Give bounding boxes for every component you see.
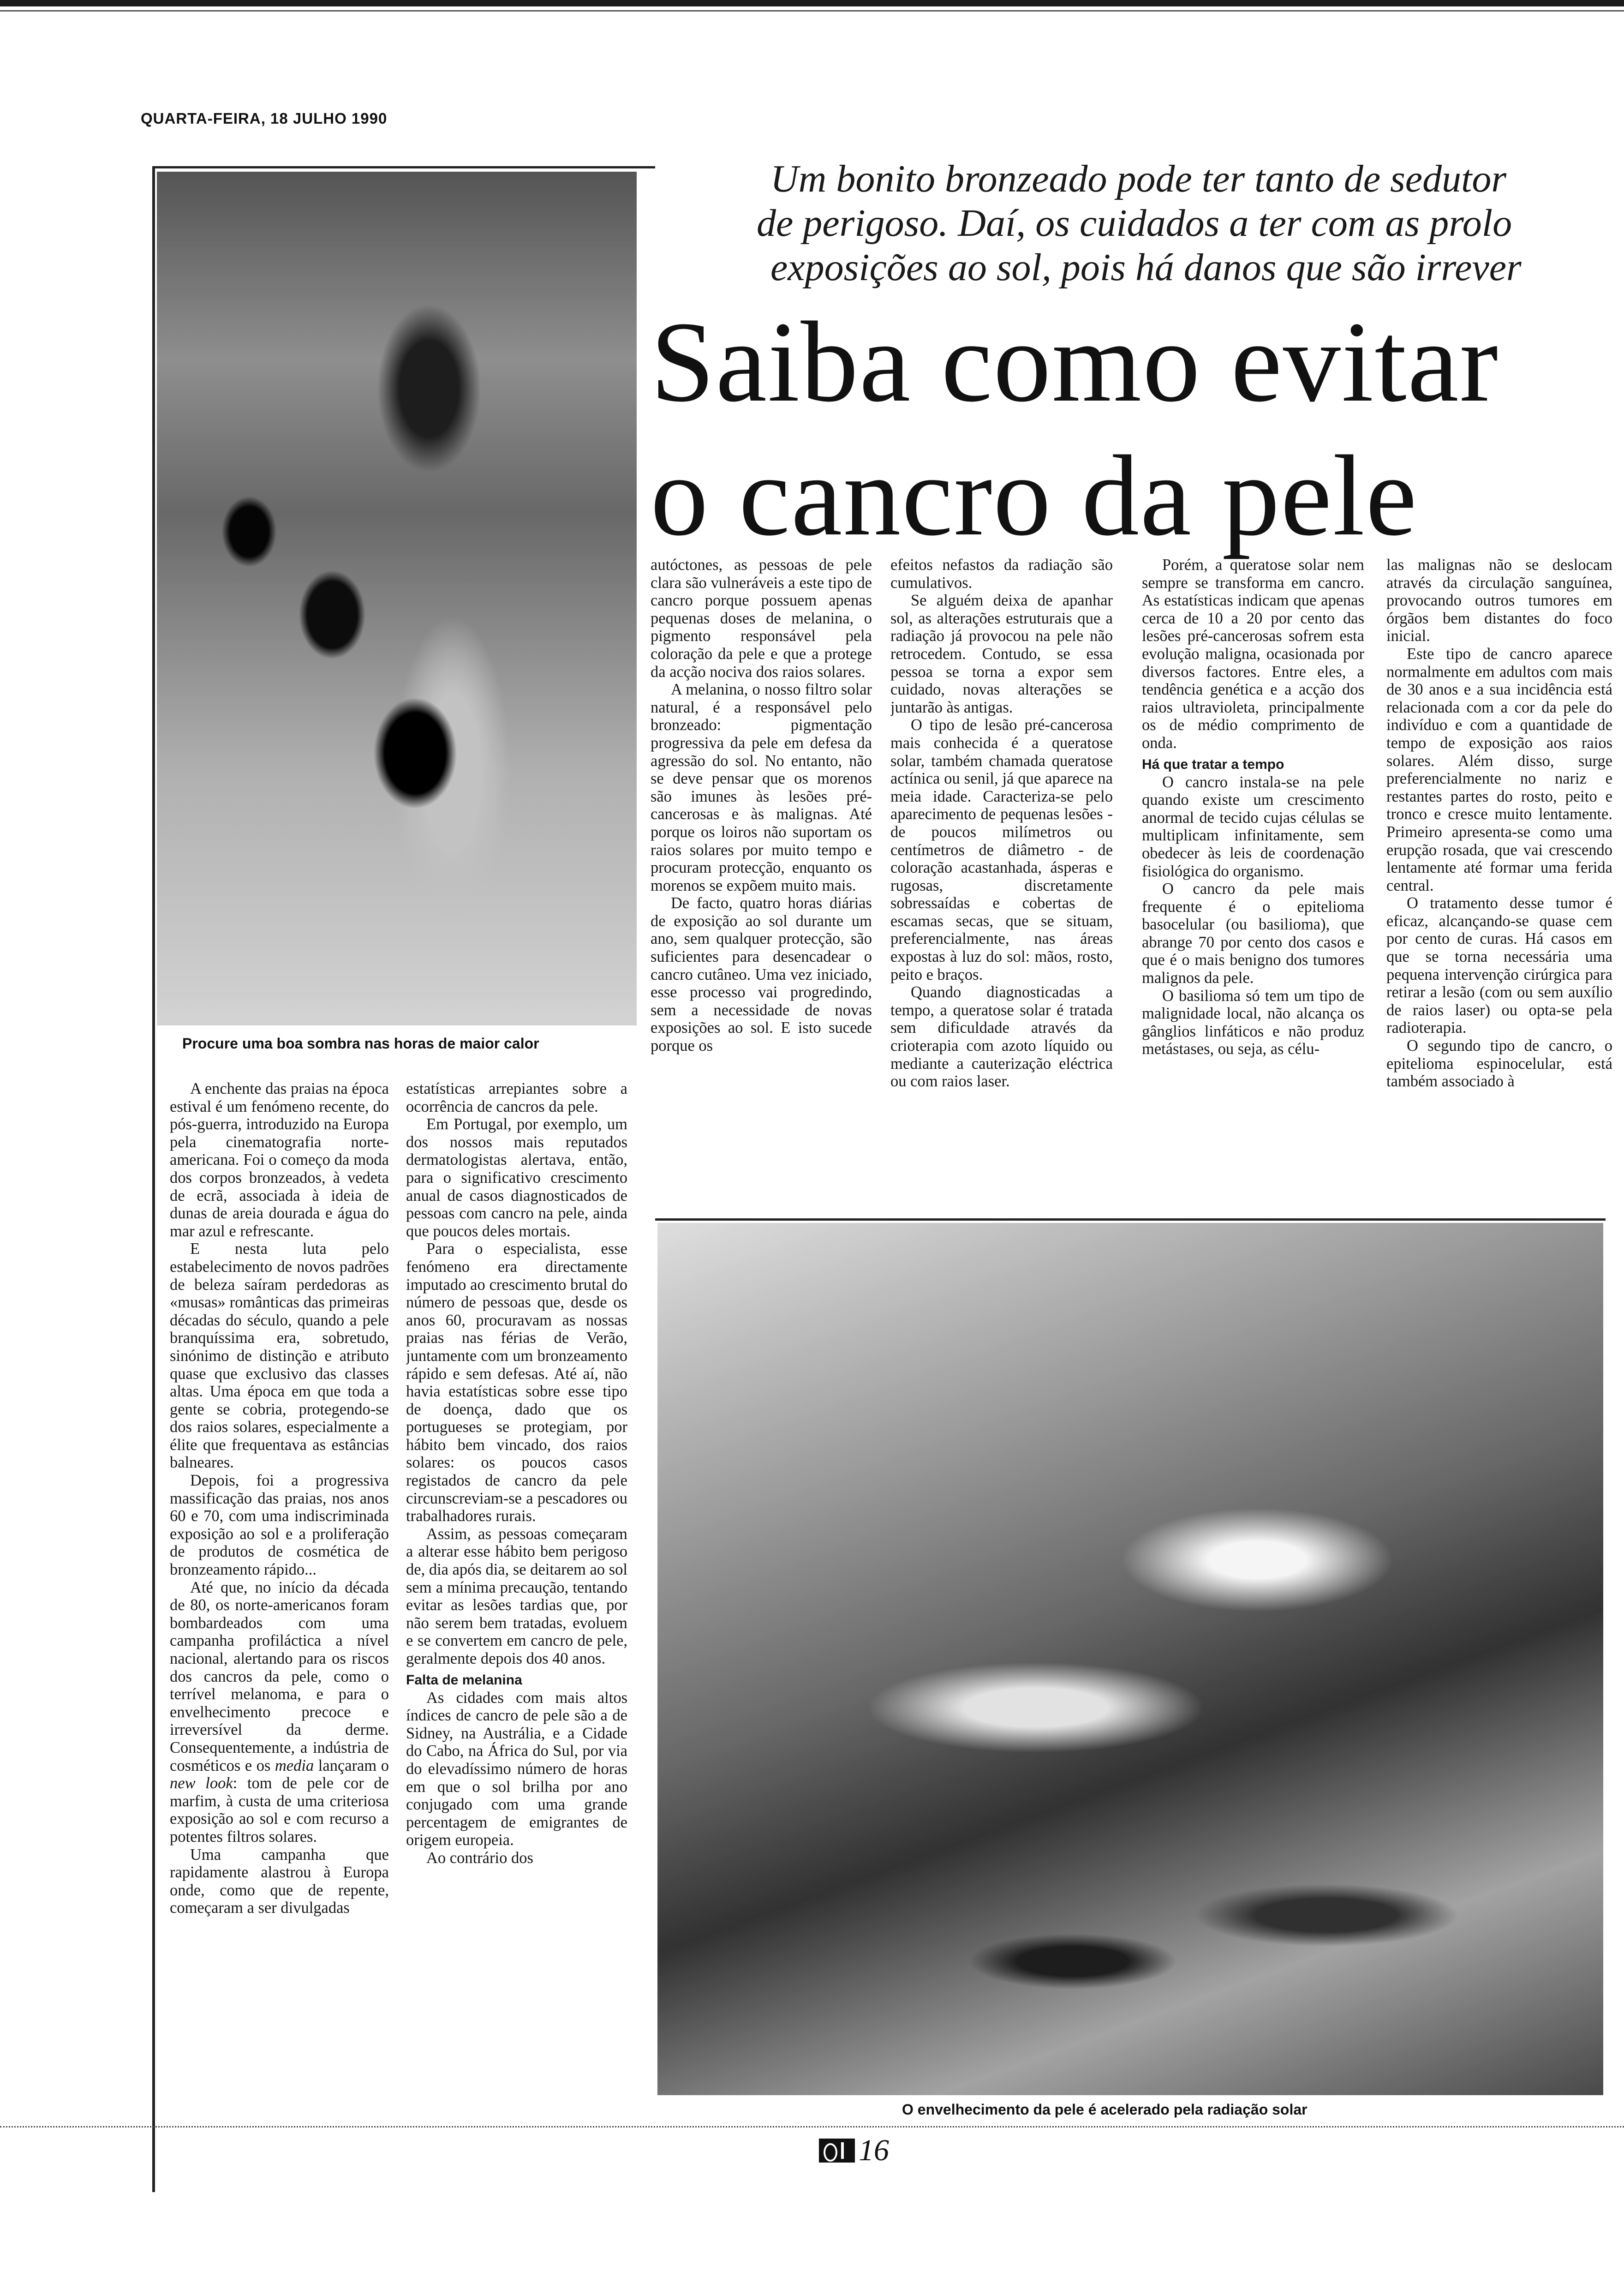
col5-paragraph: O cancro da pele mais frequente é o epitelioma basocelular (ou basilioma), que abrange 70 por cento dos casos e que é o mais benigno dos tumores malignos da pele. (1142, 880, 1364, 987)
col3-paragraph: De facto, quatro horas diárias de exposição ao sol durante um ano, sem qualquer protecção, são suficientes para desencadear o cancro cutâneo. Uma vez iniciado, esse processo vai progredindo, sem a necessidade de novas exposições ao sol. E isto sucede porque os (651, 894, 872, 1055)
col1-paragraph: A enchente das praias na época estival é um fenómeno recente, do pós-guerra, introduzido na Europa pela cinematografia norte-americana. Foi o começo da moda dos corpos bronzeados, à vedeta de ecrã, associada à ideia de dunas de areia dourada e água do mar azul e refrescante. (170, 1080, 389, 1240)
sunbathers-photo (657, 1223, 1603, 2095)
col1-paragraph: Depois, foi a progressiva massificação das praias, nos anos 60 e 70, com uma indiscriminada exposição ao sol e a proliferação de produtos de cosmética de bronzeamento rápido... (170, 1472, 389, 1579)
col1-paragraph: Uma campanha que rapidamente alastrou à Europa onde, como que de repente, começaram a ser divulgadas (170, 1846, 389, 1917)
col1-italic-newlook: new look (170, 1774, 233, 1792)
col2-paragraph: estatísticas arrepiantes sobre a ocorrência de cancros da pele. (406, 1080, 627, 1115)
col1-text: Até que, no início da década de 80, os norte-americanos foram bombardeados com uma campanha profiláctica a nível nacional, alertando para os riscos dos cancros da pele, como o terrível melanoma, e para o envelhecimento precoce e irreversível da derme. Consequentemente, a indústria de cosméticos e os (170, 1578, 389, 1774)
page-number (819, 2133, 889, 2168)
kicker-line-1: Um bonito bronzeado pode ter tanto de sedutor (770, 157, 1507, 200)
kicker-line-2: de perigoso. Daí, os cuidados a ter com as prolo (757, 202, 1512, 245)
col5-paragraph: O cancro instala-se na pele quando existe um crescimento anormal de tecido cujas células se multiplicam infinitamente, sem obedecer às leis de coordenação fisiológica do organismo. (1142, 773, 1364, 880)
photo2-caption: O envelhecimento da pele é acelerado pela radiação solar (902, 2101, 1308, 2118)
headline-line-1: Saiba como evitar (651, 298, 1499, 426)
article-column-5 (1142, 556, 1364, 1214)
article-kicker (747, 157, 1624, 290)
top-rule-thin (0, 10, 1624, 12)
top-rule (0, 0, 1624, 6)
col1-paragraph: E nesta luta pelo estabelecimento de novos padrões de beleza saíram perdedoras as «musas» românticas das primeiras décadas do século, quando a pele branquíssima era, sobretudo, sinónimo de distinção e atributo quase que exclusivo das classes altas. Uma época em que toda a gente se cobria, protegendo-se dos raios solares, especialmente a élite que frequentava as estâncias balneares. (170, 1240, 389, 1472)
newspaper-logo-icon (819, 2139, 855, 2163)
col1-text: : tom de pele cor de marfim, à custa de uma criteriosa exposição ao sol e com recurso a potentes filtros solares. (170, 1774, 389, 1846)
page-number-text: 16 (859, 2133, 889, 2167)
page-dateline: QUARTA-FEIRA, 18 JULHO 1990 (141, 110, 388, 127)
article-column-4 (890, 556, 1113, 1214)
col2-subheading: Falta de melanina (406, 1672, 522, 1688)
col4-paragraph: Quando diagnosticadas a tempo, a queratose solar é tratada sem dificuldade através da crioterapia com azoto líquido ou mediante a cauterização eléctrica ou com raios laser. (890, 983, 1113, 1091)
kicker-line-3: exposições ao sol, pois há danos que são irrever (770, 246, 1522, 289)
footer-rule (0, 2126, 1624, 2129)
article-column-6 (1386, 556, 1612, 1214)
col2-paragraph: As cidades com mais altos índices de cancro de pele são a de Sidney, na Austrália, e a Cidade do Cabo, na África do Sul, por via do elevadíssimo número de horas em que o sol brilha por ano conjugado com uma grande percentagem de emigrantes de origem europeia. (406, 1689, 627, 1849)
headline-line-2: o cancro da pele (651, 432, 1418, 560)
col1-paragraph (170, 1579, 389, 1846)
col6-paragraph: O segundo tipo de cancro, o epitelioma espinocelular, está também associado à (1386, 1037, 1612, 1091)
article-column-1 (170, 1080, 389, 2124)
col5-paragraph: O basilioma só tem um tipo de malignidade local, não alcança os gânglios linfáticos e não produz metástases, ou seja, as célu- (1142, 987, 1364, 1058)
col2-paragraph: Ao contrário dos (426, 1849, 533, 1867)
col1-text: lançaram o (314, 1756, 389, 1774)
col5-paragraph: Porém, a queratose solar nem sempre se transforma em cancro. As estatísticas indicam que apenas cerca de 10 a 20 por cento das lesões pré-cancerosas sofrem esta evolução maligna, ocasionada por diversos factores. Entre eles, a tendência genética e a acção dos raios ultravioleta, principalmente os de médio comprimento de onda. (1142, 556, 1364, 752)
col5-subheading: Há que tratar a tempo (1142, 756, 1284, 772)
col4-paragraph: efeitos nefastos da radiação são cumulativos. (890, 556, 1113, 592)
photo2-frame (655, 1218, 1606, 1221)
col6-paragraph: Este tipo de cancro aparece normalmente em adultos com mais de 30 anos e a sua incidência está relacionada com a cor da pele do indivíduo e com a quantidade de tempo de exposição aos raios solares. Além disso, surge preferencialmente no nariz e restantes partes do rosto, peito e tronco e cresce muito lentamente. Primeiro apresenta-se como uma erupção rosada, que vai crescendo lentamente até formar uma ferida central. (1386, 645, 1612, 894)
photo1-caption: Procure uma boa sombra nas horas de maior calor (182, 1035, 539, 1052)
col1-italic-media: media (275, 1756, 314, 1774)
col6-paragraph: O tratamento desse tumor é eficaz, alcançando-se quase cem por cento de curas. Há casos em que se torna necessária uma pequena intervenção cirúrgica para retirar a lesão (com ou sem auxílio de raios laser) ou opta-se pela radioterapia. (1386, 894, 1612, 1037)
col2-paragraph: Em Portugal, por exemplo, um dos nossos mais reputados dermatologistas alertava, então, para o significativo crescimento anual de casos diagnosticados de pessoas com cancro na pele, ainda que poucos deles mortais. (406, 1115, 627, 1240)
col3-paragraph: A melanina, o nosso filtro solar natural, é a responsável pelo bronzeado: pigmentação progressiva da pele em defesa da agressão do sol. No entanto, não se deve pensar que os morenos são imunes às lesões pré-cancerosas e às malignas. Até porque os loiros não suportam os raios solares por muito tempo e procuram protecção, enquanto os morenos se expõem muito mais. (651, 681, 872, 894)
col2-paragraph: Para o especialista, esse fenómeno era directamente imputado ao crescimento brutal do número de pessoas que, desde os anos 60, procuravam as nossas praias nas férias de Verão, juntamente com um bronzeamento rápido e sem defesas. Até aí, não havia estatísticas sobre esse tipo de doença, dado que os portugueses se protegiam, por hábito bem vincado, dos raios solares: os poucos casos registados de cancro da pele circunscreviam-se a pescadores ou trabalhadores rurais. (406, 1240, 627, 1525)
col2-paragraph: Assim, as pessoas começaram a alterar esse hábito bem perigoso de, dia após dia, se deitarem ao sol sem a mínima precaução, tentando evitar as lesões tardias que, por não serem bem tratadas, evoluem e se convertem em cancro de pele, geralmente depois dos 40 anos. (406, 1525, 627, 1667)
left-column-rule (152, 166, 155, 2192)
article-column-2 (406, 1080, 627, 2124)
article-column-3 (651, 556, 872, 1214)
beach-crowd-photo (157, 172, 637, 1025)
article-headline (651, 295, 1619, 563)
photo-frame-top (152, 166, 655, 168)
col6-paragraph: las malignas não se deslocam através da circulação sanguínea, provocando outros tumores em órgãos bem distantes do foco inicial. (1386, 556, 1612, 645)
col3-paragraph: autóctones, as pessoas de pele clara são vulneráveis a este tipo de cancro porque possuem apenas pequenas doses de melanina, o pigmento responsável pela coloração da pele e que a protege da acção nociva dos raios solares. (651, 556, 872, 681)
col4-paragraph: O tipo de lesão pré-cancerosa mais conhecida é a queratose solar, também chamada queratose actínica ou senil, já que aparece na meia idade. Caracteriza-se pelo aparecimento de pequenas lesões - de poucos milímetros ou centímetros de diâmetro - de coloração acastanhada, ásperas e rugosas, discretamente sobressaídas e cobertas de escamas secas, que se situam, preferencialmente, nas áreas expostas à luz do sol: mãos, rosto, peito e braços. (890, 716, 1113, 983)
col4-paragraph: Se alguém deixa de apanhar sol, as alterações estruturais que a radiação já provocou na pele não retrocedem. Contudo, se essa pessoa se torna a expor sem cuidado, novas alterações se juntarão às antigas. (890, 592, 1113, 716)
